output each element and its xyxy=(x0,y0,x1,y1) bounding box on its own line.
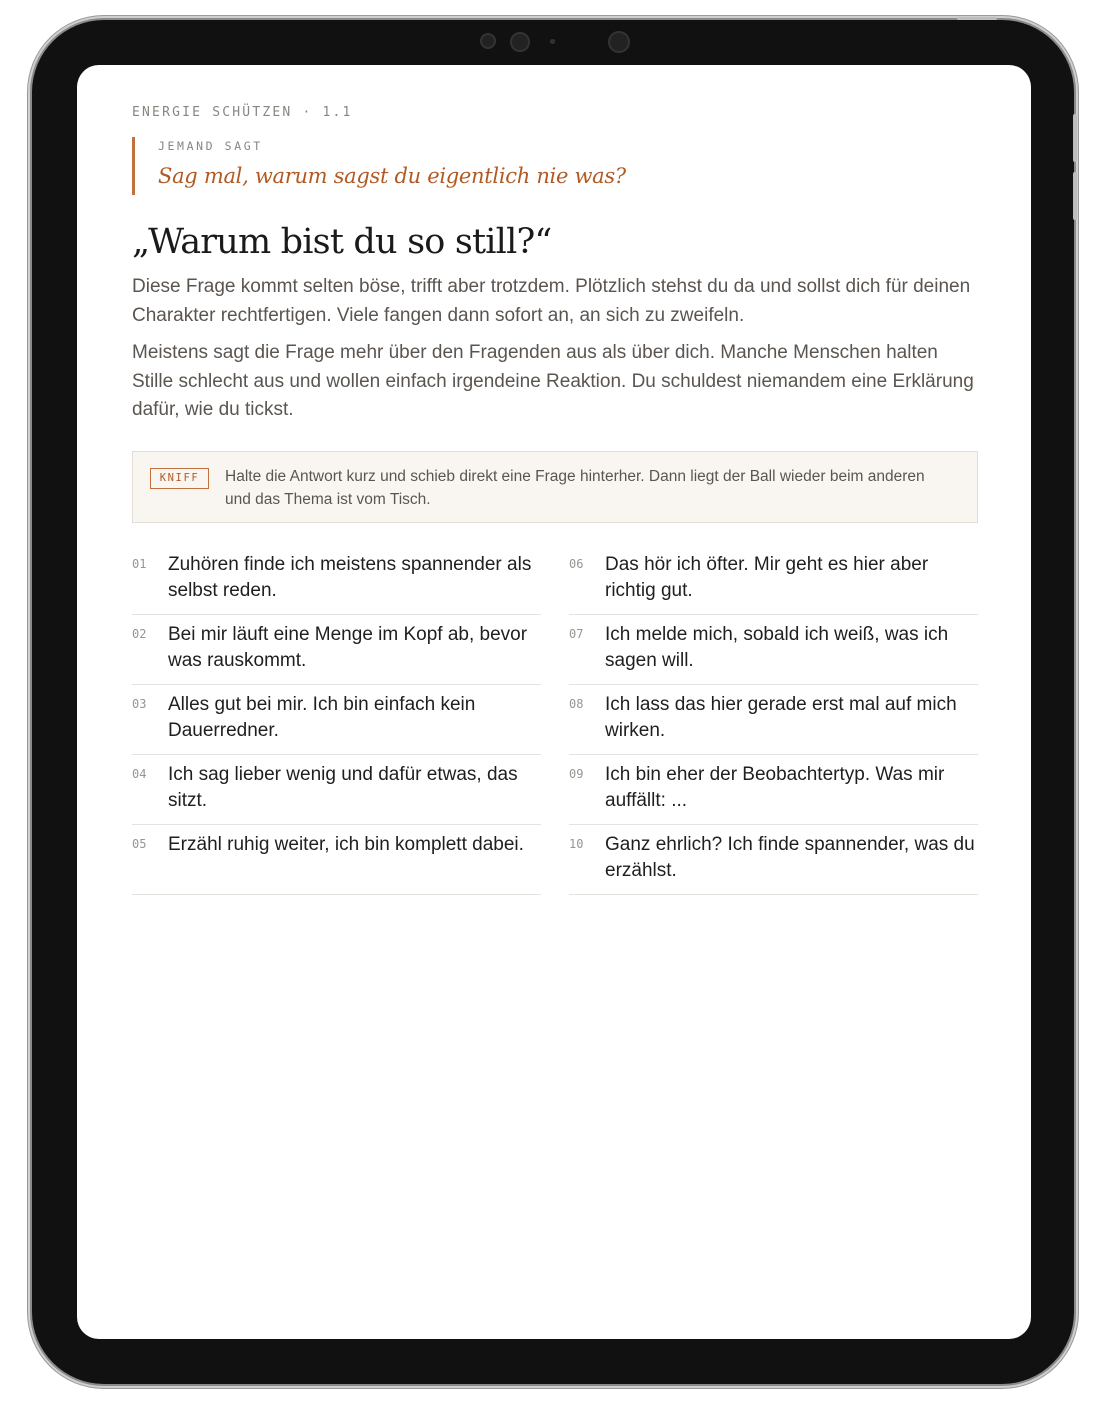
answer-number: 06 xyxy=(569,556,584,571)
answer-item[interactable] xyxy=(569,755,978,825)
answer-number: 08 xyxy=(569,696,584,711)
answer-text: Das hör ich öfter. Mir geht es hier aber richtig gut. xyxy=(605,553,929,601)
answer-number: 01 xyxy=(132,556,147,571)
tip-text: Halte die Antwort kurz und schieb direkt eine Frage hinterher. Dann liegt der Ball wieder beim anderen und das Thema ist vom Tisch. xyxy=(225,467,925,508)
answer-lists xyxy=(132,545,978,895)
answer-number: 10 xyxy=(569,836,584,851)
volume-button xyxy=(1073,172,1077,220)
tablet-frame xyxy=(32,20,1074,1384)
camera-icon xyxy=(480,33,496,49)
answer-item[interactable] xyxy=(132,755,541,825)
answer-text: Ich melde mich, sobald ich weiß, was ich sagen will. xyxy=(605,623,949,671)
camera-icon xyxy=(510,32,530,52)
answer-item[interactable] xyxy=(569,685,978,755)
answer-text: Ich sag lieber wenig und dafür etwas, das sitzt. xyxy=(168,763,518,811)
tip-box xyxy=(132,451,978,523)
answer-number: 05 xyxy=(132,836,147,851)
answer-column-right xyxy=(569,545,978,895)
paragraph: Diese Frage kommt selten böse, trifft aber trotzdem. Plötzlich stehst du da und sollst dich für deinen Charakter rechtfertigen. Viele fangen dann sofort an, an sich zu zweifeln. xyxy=(132,276,971,326)
answer-number: 04 xyxy=(132,766,147,781)
answer-item[interactable] xyxy=(569,615,978,685)
answer-number: 03 xyxy=(132,696,147,711)
answer-number: 07 xyxy=(569,626,584,641)
quote-block xyxy=(132,137,978,195)
paragraph: Meistens sagt die Frage mehr über den Fragenden aus als über dich. Manche Menschen halten Stille schlecht aus und wollen einfach irgendeine Reaktion. Du schuldest niemandem eine Erklärung dafür, wie du tickst. xyxy=(132,342,974,420)
answer-number: 02 xyxy=(132,626,147,641)
camera-icon xyxy=(608,31,630,53)
answer-item[interactable] xyxy=(132,545,541,615)
content xyxy=(132,103,978,895)
quote-text: Sag mal, warum sagst du eigentlich nie was? xyxy=(158,164,626,188)
answer-text: Ich lass das hier gerade erst mal auf mich wirken. xyxy=(605,693,957,741)
tip-badge: KNIFF xyxy=(150,468,209,489)
answer-text: Alles gut bei mir. Ich bin einfach kein Dauerredner. xyxy=(168,693,476,741)
answer-number: 09 xyxy=(569,766,584,781)
answer-item[interactable] xyxy=(569,545,978,615)
quote-label: JEMAND SAGT xyxy=(158,139,263,153)
answer-text: Erzähl ruhig weiter, ich bin komplett dabei. xyxy=(168,833,524,855)
screen xyxy=(77,65,1031,1339)
volume-button xyxy=(1073,114,1077,162)
answer-text: Zuhören finde ich meistens spannender als selbst reden. xyxy=(168,553,532,601)
answer-text: Ganz ehrlich? Ich finde spannender, was du erzählst. xyxy=(605,833,975,881)
sensor-icon xyxy=(550,39,555,44)
answer-item[interactable] xyxy=(132,685,541,755)
answer-item[interactable] xyxy=(569,825,978,895)
answer-item[interactable] xyxy=(132,825,541,895)
answer-column-left xyxy=(132,545,541,895)
section-eyebrow: ENERGIE SCHÜTZEN · 1.1 xyxy=(132,105,353,120)
answer-item[interactable] xyxy=(132,615,541,685)
top-button xyxy=(957,17,997,20)
answer-text: Bei mir läuft eine Menge im Kopf ab, bevor was rauskommt. xyxy=(168,623,528,671)
answer-text: Ich bin eher der Beobachtertyp. Was mir auffällt: ... xyxy=(605,763,945,811)
page-title: „Warum bist du so still?“ xyxy=(132,222,552,262)
